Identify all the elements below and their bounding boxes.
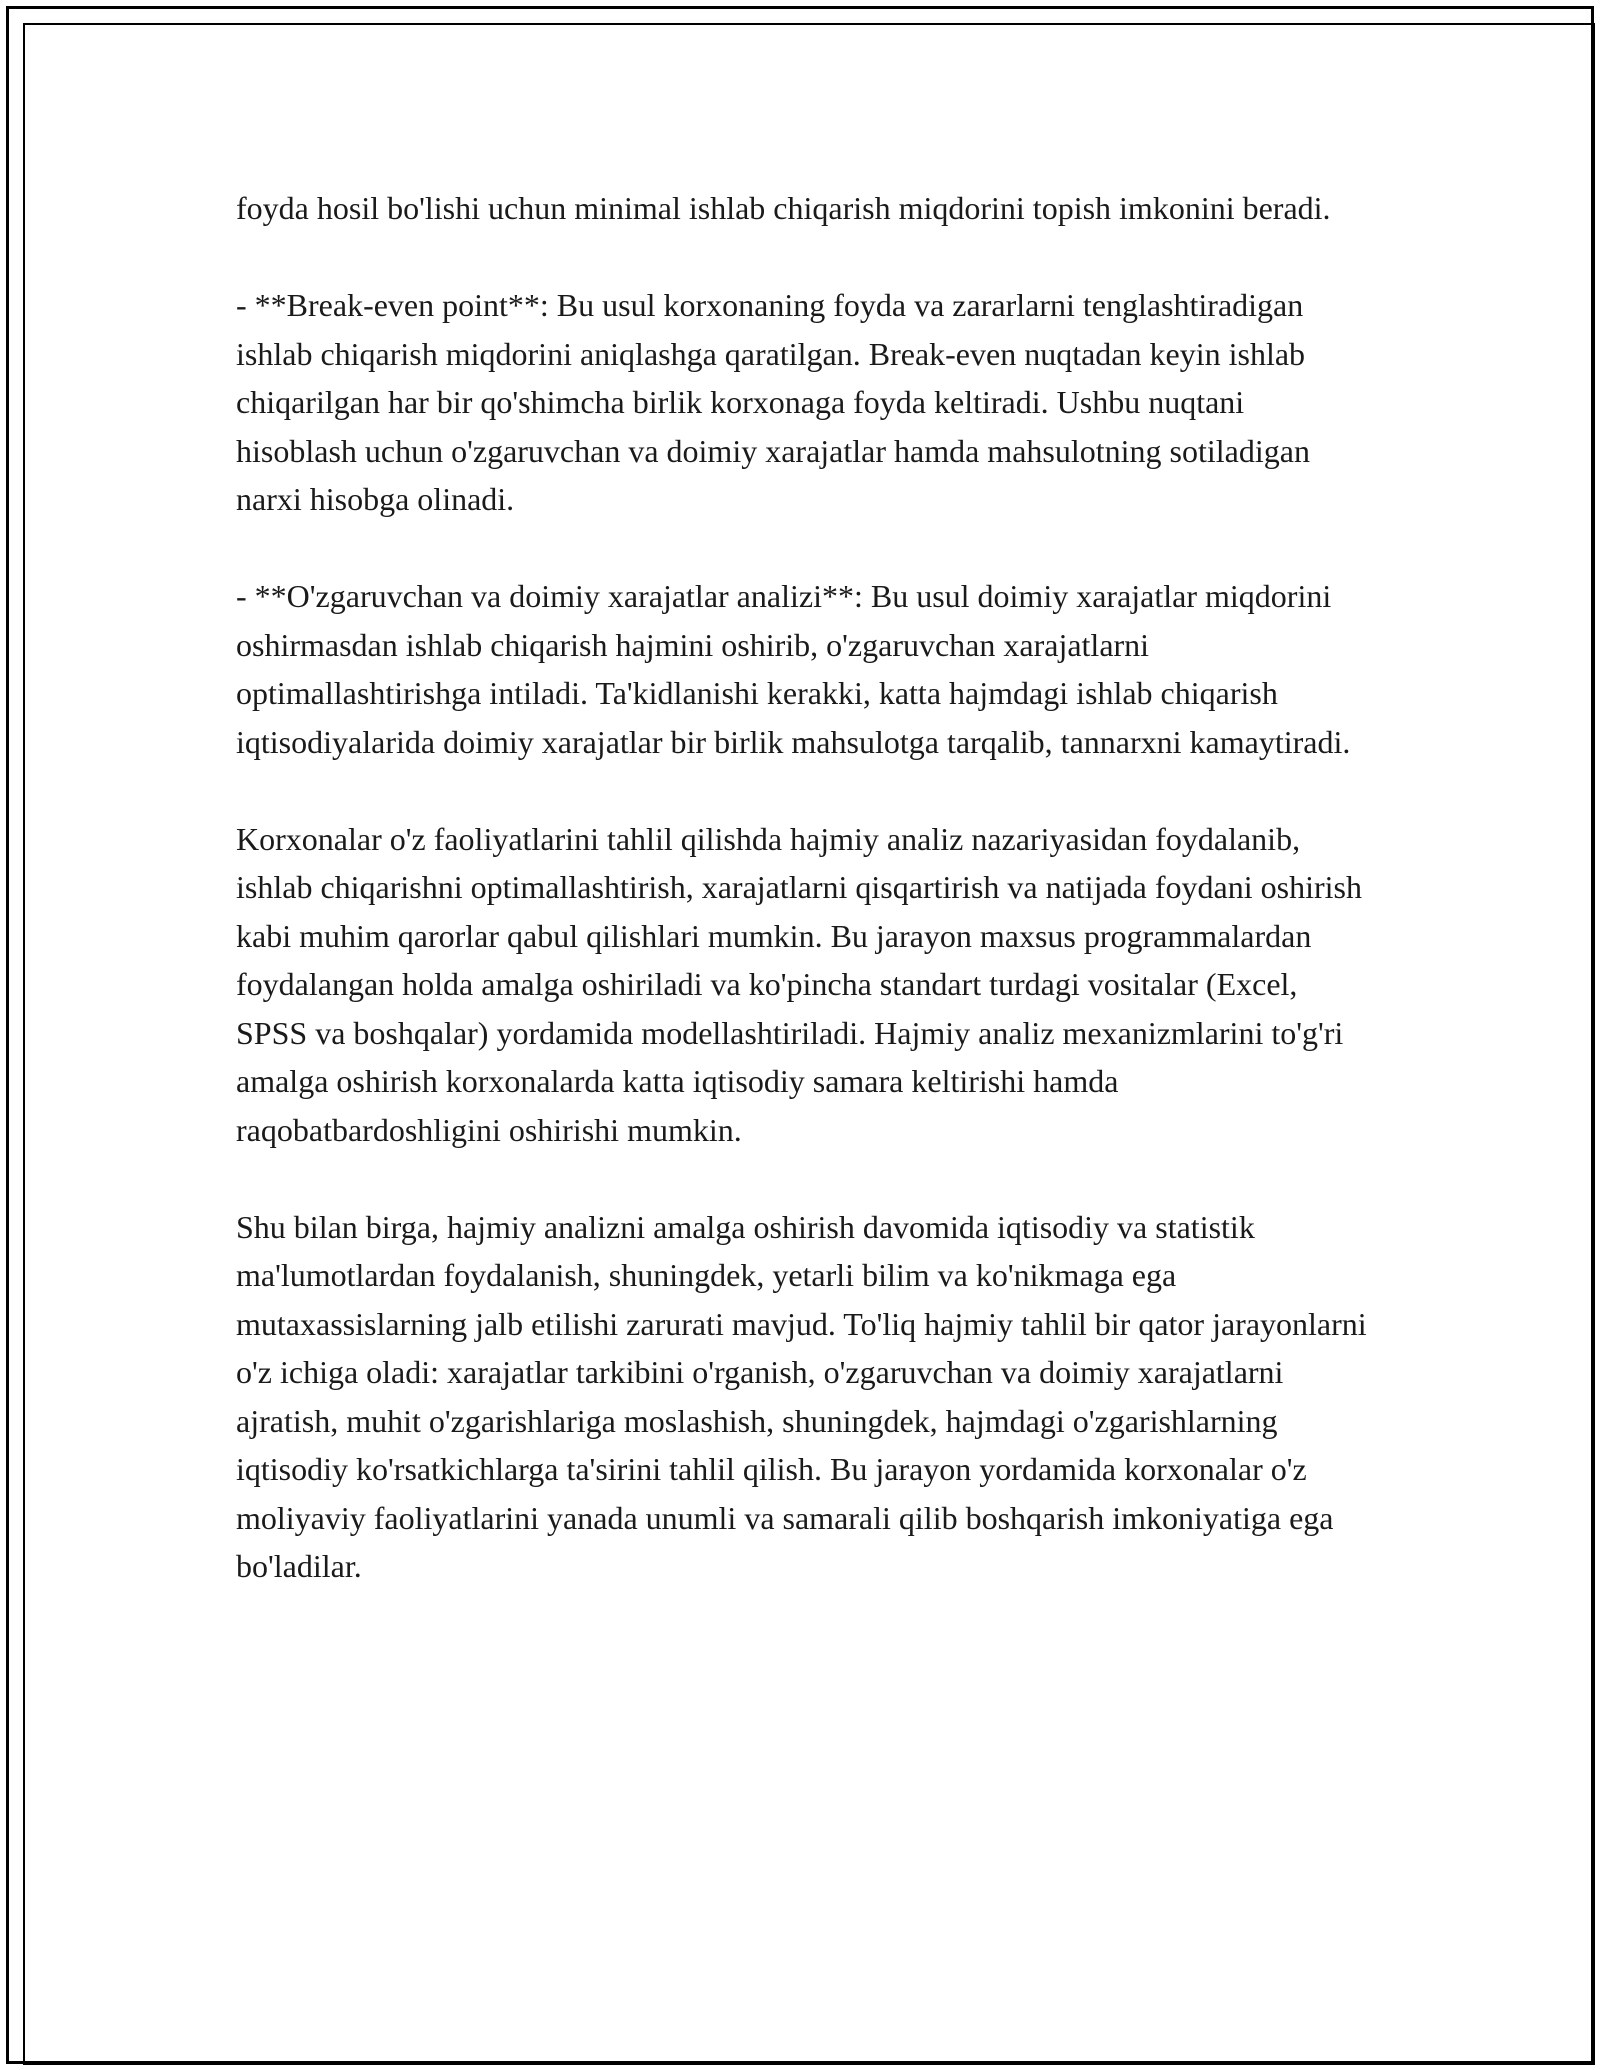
document-body bbox=[236, 184, 1372, 1591]
paragraph-volume-analysis-decisions: Korxonalar o'z faoliyatlarini tahlil qilishda hajmiy analiz nazariyasidan foydalanib, ishlab chiqarishni optimallashtirish, xarajatlarni qisqartirish va natijada foydani oshirish kabi muhim qarorlar qabul qilishlari mumkin. Bu jarayon maxsus programmalardan foydalangan holda amalga oshiriladi va ko'pincha standart turdagi vositalar (Excel, SPSS va boshqalar) yordamida modellashtiriladi. Hajmiy analiz mexanizmlarini to'g'ri amalga oshirish korxonalarda katta iqtisodiy samara keltirishi hamda raqobatbardoshligini oshirishi mumkin. bbox=[236, 820, 1362, 1148]
paragraph-variable-fixed-costs: - **O'zgaruvchan va doimiy xarajatlar analizi**: Bu usul doimiy xarajatlar miqdorini oshirmasdan ishlab chiqarish hajmini oshirib, o'zgaruvchan xarajatlarni optimallashtirishga intiladi. Ta'kidlanishi kerakki, katta hajmdagi ishlab chiqarish iqtisodiyalarida doimiy xarajatlar bir birlik mahsulotga tarqalib, tannarxni kamaytiradi. bbox=[236, 578, 1351, 760]
paragraph-break-even-point: - **Break-even point**: Bu usul korxonaning foyda va zararlarni tenglashtiradigan ishlab chiqarish miqdorini aniqlashga qaratilgan. Break-even nuqtadan keyin ishlab chiqarilgan har bir qo'shimcha birlik korxonaga foyda keltiradi. Ushbu nuqtani hisoblash uchun o'zgaruvchan va doimiy xarajatlar hamda mahsulotning sotiladigan narxi hisobga olinadi. bbox=[236, 287, 1310, 517]
paragraph-intro-continuation: foyda hosil bo'lishi uchun minimal ishlab chiqarish miqdorini topish imkonini beradi. bbox=[236, 190, 1331, 226]
paragraph-volume-analysis-requirements: Shu bilan birga, hajmiy analizni amalga oshirish davomida iqtisodiy va statistik ma'lumotlardan foydalanish, shuningdek, yetarli bilim va ko'nikmaga ega mutaxassislarning jalb etilishi zarurati mavjud. To'liq hajmiy tahlil bir qator jarayonlarni o'z ichiga oladi: xarajatlar tarkibini o'rganish, o'zgaruvchan va doimiy xarajatlarni ajratish, muhit o'zgarishlariga moslashish, shuningdek, hajmdagi o'zgarishlarning iqtisodiy ko'rsatkichlarga ta'sirini tahlil qilish. Bu jarayon yordamida korxonalar o'z moliyaviy faoliyatlarini yanada unumli va samarali qilib boshqarish imkoniyatiga ega bo'ladilar. bbox=[236, 1208, 1367, 1584]
